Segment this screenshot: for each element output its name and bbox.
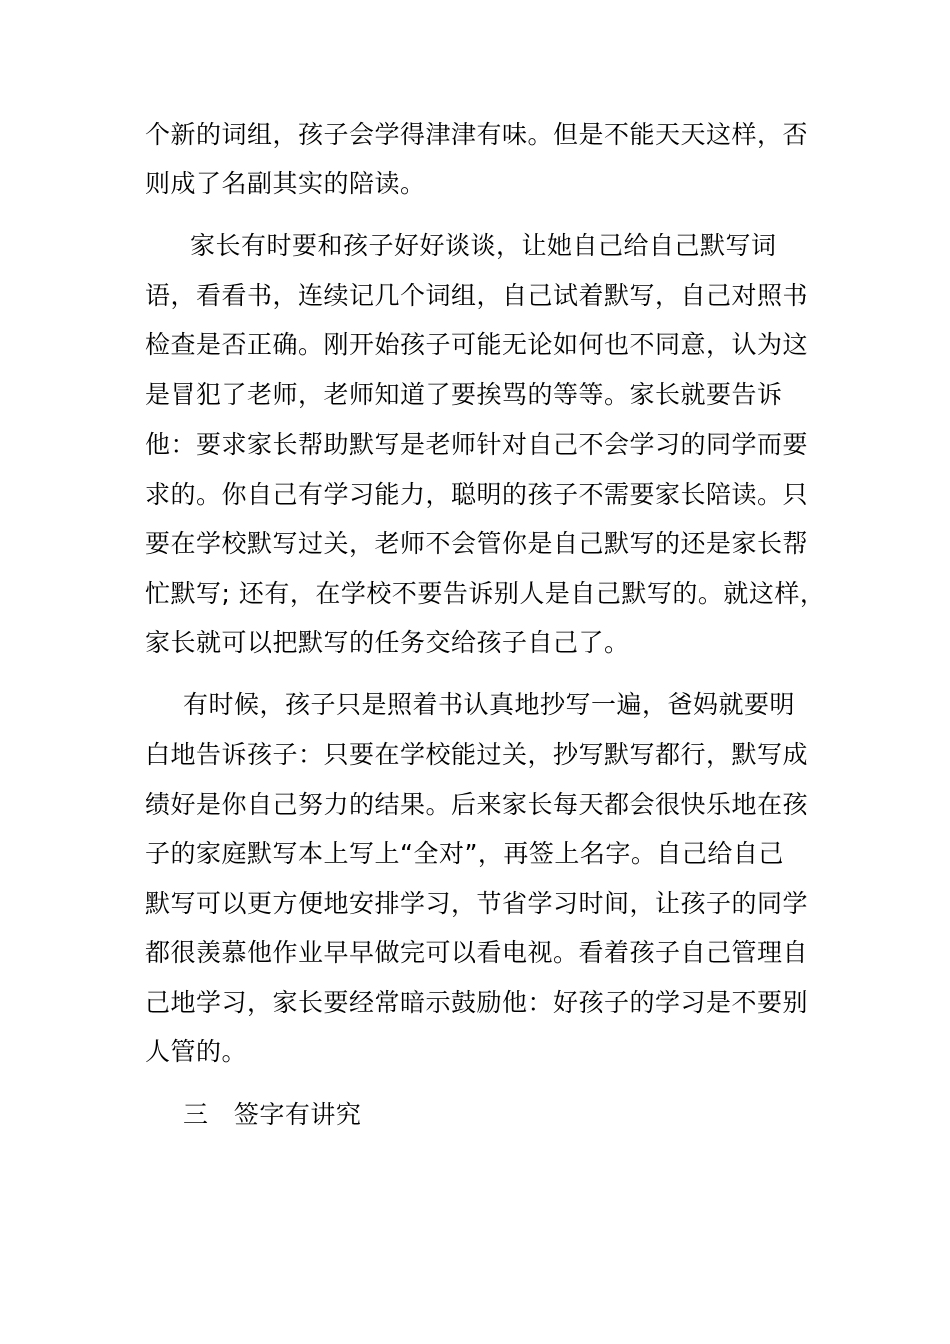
paragraph-3-line-5: 默写可以更方便地安排学习，节省学习时间，让孩子的同学 [145, 889, 809, 918]
paragraph-3-line-3: 绩好是你自己努力的结果。后来家长每天都会很快乐地在孩 [145, 790, 809, 819]
paragraph-2-line-6: 求的。你自己有学习能力，聪明的孩子不需要家长陪读。只 [145, 480, 809, 509]
paragraph-2-line-5: 他：要求家长帮助默写是老师针对自己不会学习的同学而要 [145, 430, 809, 459]
paragraph-2-line-4: 是冒犯了老师，老师知道了要挨骂的等等。家长就要告诉 [145, 380, 783, 409]
section-heading: 三 签字有讲究 [183, 1100, 362, 1129]
paragraph-3-line-7: 己地学习，家长要经常暗示鼓励他：好孩子的学习是不要别 [145, 988, 809, 1017]
paragraph-2-line-3: 检查是否正确。刚开始孩子可能无论如何也不同意，认为这 [145, 330, 809, 359]
paragraph-2-line-7: 要在学校默写过关，老师不会管你是自己默写的还是家长帮 [145, 529, 809, 558]
paragraph-2-line-2: 语，看看书，连续记几个词组，自己试着默写，自己对照书 [145, 281, 809, 310]
paragraph-1-line-2: 则成了名副其实的陪读。 [145, 169, 426, 198]
paragraph-3-line-4: 子的家庭默写本上写上“全对”，再签上名字。自己给自己 [145, 839, 784, 868]
paragraph-2-line-8: 忙默写; 还有，在学校不要告诉别人是自己默写的。就这样， [145, 579, 826, 608]
paragraph-2-line-1: 家长有时要和孩子好好谈谈，让她自己给自己默写词 [190, 231, 777, 260]
paragraph-3-line-6: 都很羡慕他作业早早做完可以看电视。看着孩子自己管理自 [145, 938, 809, 967]
paragraph-3-line-2: 白地告诉孩子：只要在学校能过关，抄写默写都行，默写成 [145, 740, 809, 769]
paragraph-2-line-9: 家长就可以把默写的任务交给孩子自己了。 [145, 628, 630, 657]
paragraph-3-line-1: 有时候，孩子只是照着书认真地抄写一遍，爸妈就要明 [183, 690, 796, 719]
paragraph-1-line-1: 个新的词组，孩子会学得津津有味。但是不能天天这样，否 [145, 120, 809, 149]
paragraph-3-line-8: 人管的。 [145, 1037, 248, 1066]
